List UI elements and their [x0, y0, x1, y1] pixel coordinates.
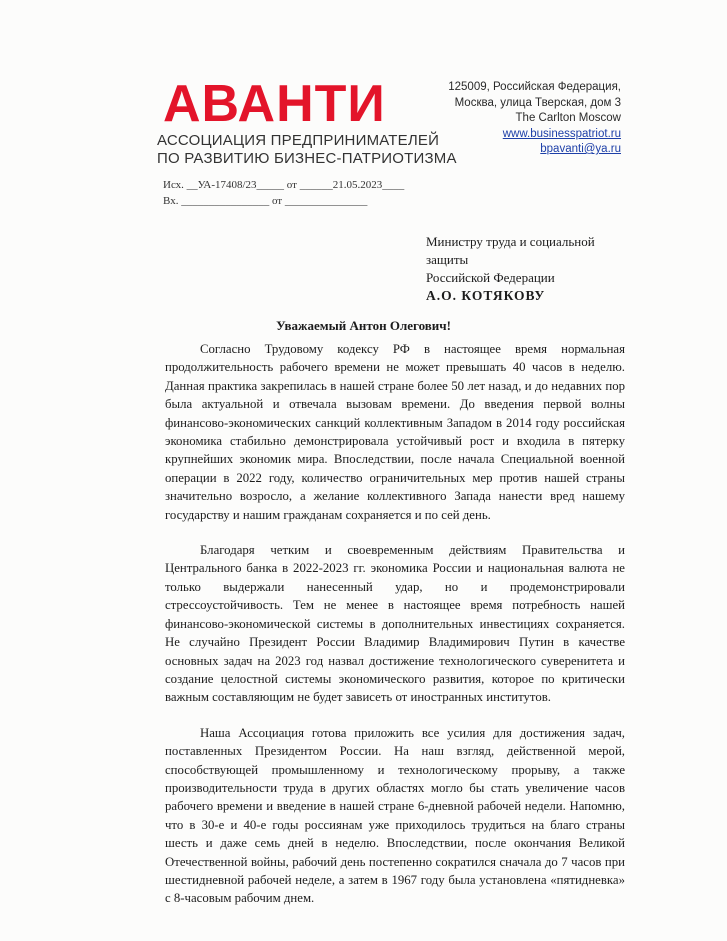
paragraph-3: Наша Ассоциация готова приложить все усилия для достижения задач, поставленных Президентом России. На наш взгляд, действенной мерой, способствующей промышленному и технологическому прорыву, а также производительности труда в других областях могло бы стать увеличение часов рабочего времени и введение в нашей стране 6-дневной рабочей недели. Напомню, что в 30-е и 40-е годы россиянам уже приходилось трудиться на благо страны шесть и даже семь дней в неделю. Впоследствии, после окончания Великой Отечественной войны, рабочий день постепенно сократился сначала до 7 часов при шестидневной рабочей неделе, а затем в 1967 году была установлена «пятидневка» с 8-часовым рабочим днем.	[165, 725, 625, 906]
address-line-1: 125009, Российская Федерация,	[448, 81, 621, 93]
letter-body	[165, 340, 625, 925]
recipient-name: А.О. КОТЯКОВУ	[426, 288, 546, 303]
outgoing-reference: Исх. __УА-17408/23_____ от ______21.05.2023____	[163, 179, 405, 191]
recipient-line-3: Российской Федерации	[426, 270, 555, 285]
website-link[interactable]: www.businesspatriot.ru	[502, 127, 621, 140]
paragraph-2: Благодаря четким и своевременным действиям Правительства и Центрального банка в 2022-2023 гг. экономика России и национальная валюта не только выдержали нанесенный удар, но и продемонстрировали стрессоустойчивость. Тем не менее в настоящее время потребность нашей финансово-экономической системы в дополнительных инвестициях сохраняется. Не случайно Президент России Владимир Владимирович Путин в качестве основных задач на 2023 год назвал достижение технологического суверенитета и создание целостной системы экономического развития, которое по критически важным составляющим не будет зависеть от иностранных институтов.	[165, 543, 625, 705]
logo-subtitle-line-2: ПО РАЗВИТИЮ БИЗНЕС-ПАТРИОТИЗМА	[157, 150, 457, 167]
email-link[interactable]: bpavanti@ya.ru	[540, 143, 621, 155]
address-line-3: The Carlton Moscow	[515, 112, 621, 124]
paragraph-1: Согласно Трудовому кодексу РФ в настоящее время нормальная продолжительность рабочего времени не может превышать 40 часов в неделю. Данная практика закрепилась в нашей стране более 50 лет назад, и до недавних пор была актуальной и отвечала вызовам времени. До введения первой волны финансово-экономических санкций коллективным Западом в 2014 году российская экономика стабильно демонстрировала устойчивый рост и входила в пятерку крупнейших экономик мира. Впоследствии, после начала Специальной военной операции в 2022 году, количество ограничительных мер против нашей страны значительно возросло, а желание коллективного Запада нанести вред нашему государству и нашим гражданам сохраняется и по сей день.	[165, 342, 625, 522]
address-line-2: Москва, улица Тверская, дом 3	[454, 96, 621, 109]
recipient-block	[426, 233, 595, 305]
recipient-line-2: защиты	[426, 252, 469, 267]
logo-subtitle-line-1: АССОЦИАЦИЯ ПРЕДПРИНИМАТЕЛЕЙ	[157, 132, 440, 149]
incoming-reference: Вх. ________________ от _______________	[163, 195, 368, 207]
address-block	[448, 80, 621, 158]
logo-title: АВАНТИ	[163, 75, 386, 133]
recipient-line-1: Министру труда и социальной	[426, 234, 595, 249]
logo-subtitle	[157, 132, 457, 168]
salutation: Уважаемый Антон Олегович!	[276, 318, 451, 333]
